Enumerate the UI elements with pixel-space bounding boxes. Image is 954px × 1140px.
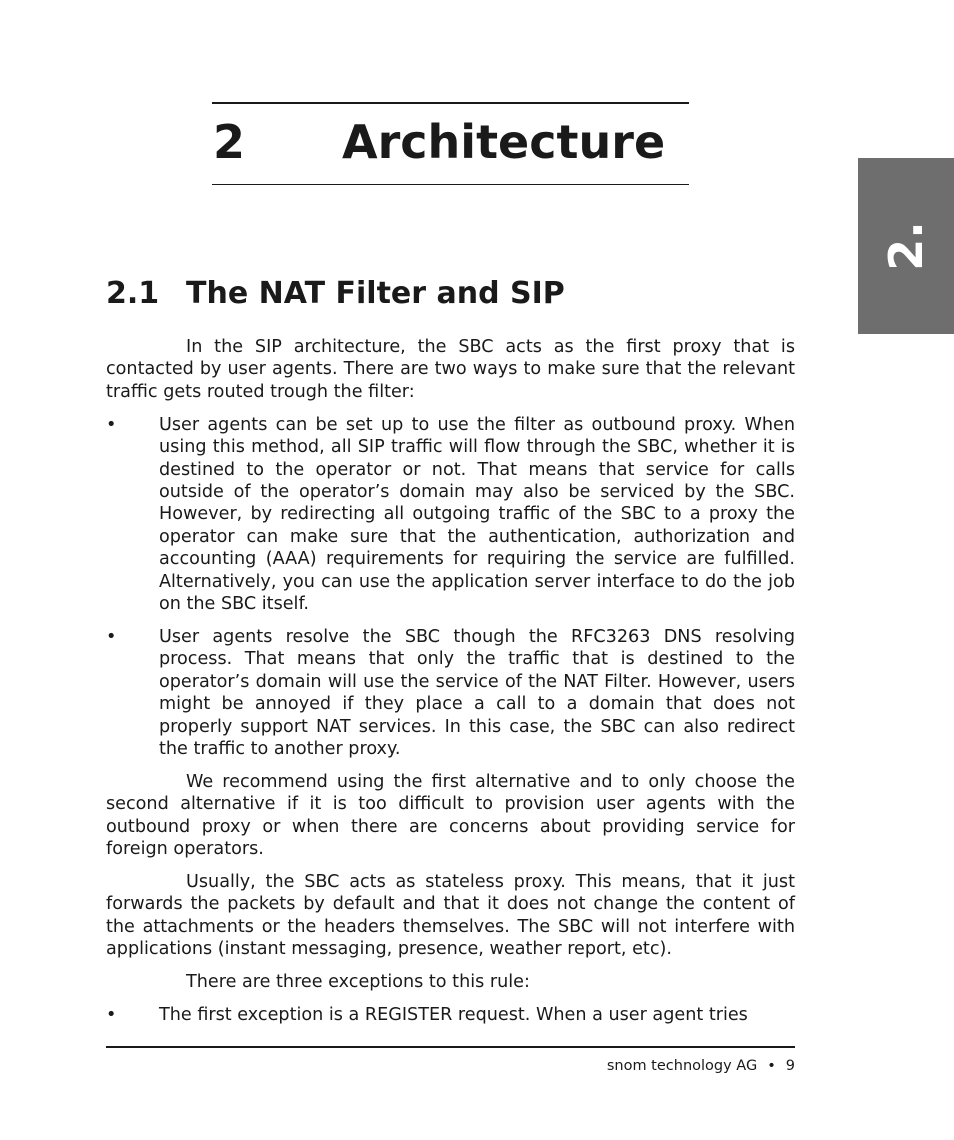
paragraph-intro: In the SIP architecture, the SBC acts as the first proxy that is contacted by user agents. There are two ways to make sure that the relevant traffic gets routed trough the filter: <box>106 337 795 402</box>
bullet-icon: • <box>106 626 117 647</box>
body-text <box>106 336 795 1037</box>
footer-company: snom technology AG <box>606 1058 758 1074</box>
list-item <box>106 414 795 616</box>
chapter-title: Architecture <box>342 115 666 169</box>
footer-rule <box>106 1046 795 1048</box>
section-heading <box>106 274 565 314</box>
chapter-thumb-tab-label: 2. <box>879 221 933 271</box>
paragraph-stateless: Usually, the SBC acts as stateless proxy. This means, that it just forwards the packets by default and that it does not change the content of the attachments or the headers themselves. The SBC will not interfere with applications (instant messaging, presence, weather report, etc). <box>106 871 795 960</box>
list-item-text: The first exception is a REGISTER request. When a user agent tries <box>159 1004 748 1025</box>
paragraph-exceptions: There are three exceptions to this rule: <box>186 972 530 993</box>
section-number: 2.1 <box>106 276 160 311</box>
chapter-thumb-tab <box>858 158 954 334</box>
bullet-icon: • <box>106 1004 117 1025</box>
bullet-icon: • <box>106 414 117 435</box>
list-item-text: User agents resolve the SBC though the RFC3263 DNS resolving process. That means that only the traffic that is destined to the operator’s domain will use the service of the NAT Filter. However, users might be annoyed if they place a call to a domain that does not properly support NAT services. In this case, the SBC can also redirect the traffic to another proxy. <box>159 626 795 759</box>
footer-separator: • <box>767 1058 776 1074</box>
bullet-list-exceptions <box>106 1004 795 1026</box>
section-title: The NAT Filter and SIP <box>186 276 565 311</box>
page-footer <box>607 1057 795 1075</box>
chapter-rule-top <box>212 102 689 104</box>
chapter-number: 2 <box>213 115 246 169</box>
list-item <box>106 626 795 760</box>
page-number: 9 <box>785 1058 795 1074</box>
chapter-rule-bottom <box>212 184 689 185</box>
list-item <box>106 1004 795 1026</box>
paragraph-recommend: We recommend using the first alternative and to only choose the second alternative if it is too difficult to provision user agents with the outbound proxy or when there are concerns about providing service for foreign operators. <box>106 771 795 860</box>
list-item-text: User agents can be set up to use the filter as outbound proxy. When using this method, all SIP traffic will flow through the SBC, whether it is destined to the operator or not. That means that service for calls outside of the operator’s domain may also be serviced by the SBC. However, by redirecting all outgoing traffic of the SBC to a proxy the operator can make sure that the authentication, authorization and accounting (AAA) requirements for requiring the service are fulfilled. Alternatively, you can use the application server interface to do the job on the SBC itself. <box>159 414 795 614</box>
bullet-list-routing <box>106 414 795 761</box>
